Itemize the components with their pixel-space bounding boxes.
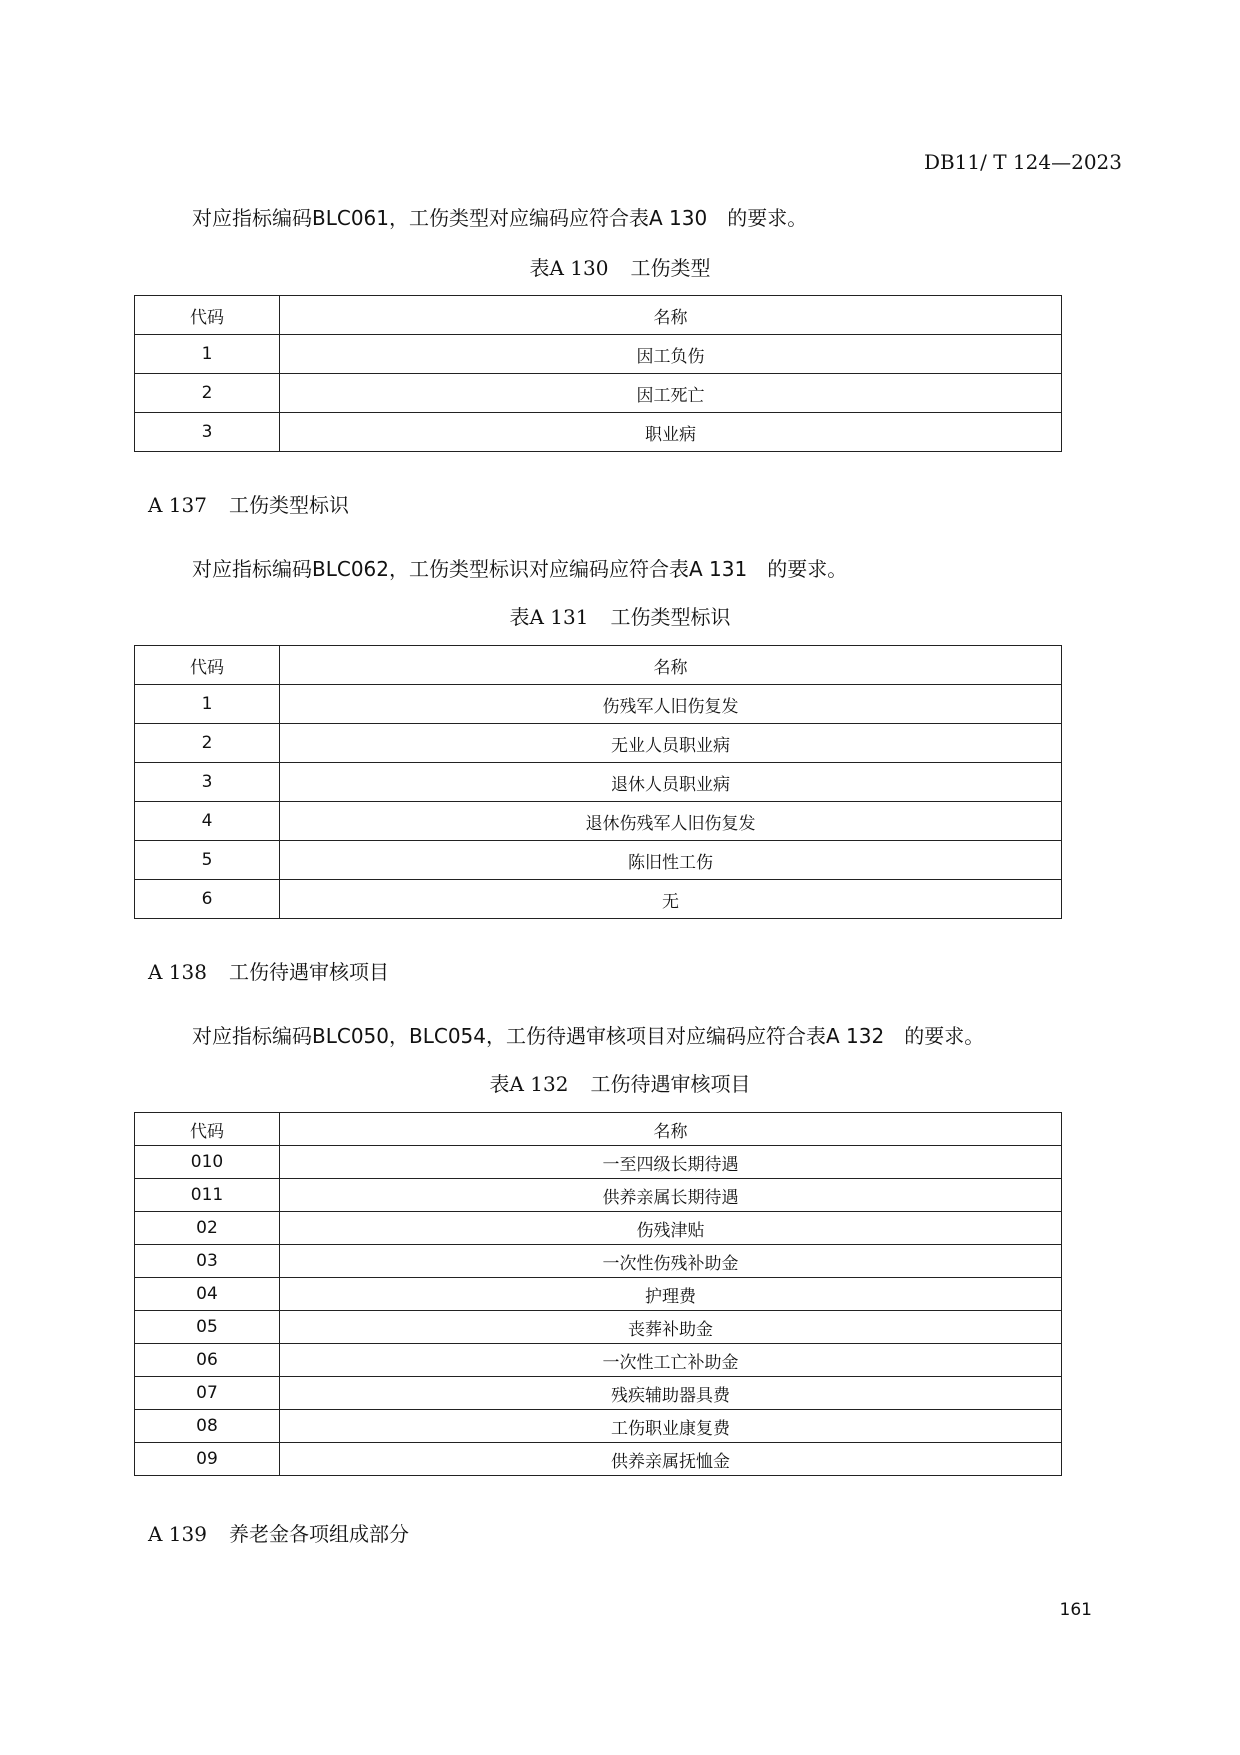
paragraph-table-a132-reference: 对应指标编码BLC050，BLC054，工伤待遇审核项目对应编码应符合表A 132 的要求。 xyxy=(192,1024,985,1048)
code-cell: 011 xyxy=(135,1179,280,1212)
table-a131 xyxy=(134,645,1062,919)
paragraph-table-a131-reference: 对应指标编码BLC062，工伤类型标识对应编码应符合表A 131 的要求。 xyxy=(192,557,848,581)
table-row xyxy=(135,1146,1062,1179)
table-a131-caption-title: 工伤类型标识 xyxy=(610,605,731,629)
name-cell: 丧葬补助金 xyxy=(280,1311,1062,1344)
table-a130-caption-number: 表A 130 xyxy=(529,256,609,280)
name-cell: 护理费 xyxy=(280,1278,1062,1311)
name-cell: 职业病 xyxy=(280,413,1062,452)
document-id: DB11/ T 124—2023 xyxy=(923,150,1122,174)
table-row xyxy=(135,724,1062,763)
table-a132 xyxy=(134,1112,1062,1476)
name-cell: 陈旧性工伤 xyxy=(280,841,1062,880)
table-row xyxy=(135,1212,1062,1245)
table-a132-caption-number: 表A 132 xyxy=(489,1072,569,1096)
code-cell: 06 xyxy=(135,1344,280,1377)
section-a137-heading xyxy=(148,489,349,518)
section-number: A 138 xyxy=(148,960,207,984)
table-row xyxy=(135,763,1062,802)
name-cell: 残疾辅助器具费 xyxy=(280,1377,1062,1410)
code-cell: 010 xyxy=(135,1146,280,1179)
section-title: 养老金各项组成部分 xyxy=(228,1522,409,1546)
table-a130-caption-title: 工伤类型 xyxy=(630,256,711,280)
table-row xyxy=(135,1377,1062,1410)
name-cell: 一次性工亡补助金 xyxy=(280,1344,1062,1377)
name-cell: 伤残津贴 xyxy=(280,1212,1062,1245)
table-row xyxy=(135,880,1062,919)
code-cell: 04 xyxy=(135,1278,280,1311)
header-cell-code: 代码 xyxy=(135,1113,280,1146)
table-row xyxy=(135,685,1062,724)
code-cell: 3 xyxy=(135,413,280,452)
code-cell: 5 xyxy=(135,841,280,880)
code-cell: 03 xyxy=(135,1245,280,1278)
table-row xyxy=(135,1410,1062,1443)
code-cell: 2 xyxy=(135,374,280,413)
table-a131-caption xyxy=(0,601,1240,630)
name-cell: 一次性伤残补助金 xyxy=(280,1245,1062,1278)
table-header-row xyxy=(135,646,1062,685)
header-cell-code: 代码 xyxy=(135,646,280,685)
table-row xyxy=(135,802,1062,841)
code-cell: 09 xyxy=(135,1443,280,1476)
header-cell-name: 名称 xyxy=(280,296,1062,335)
table-row xyxy=(135,413,1062,452)
paragraph-table-a130-reference: 对应指标编码BLC061，工伤类型对应编码应符合表A 130 的要求。 xyxy=(192,206,808,230)
table-row xyxy=(135,1179,1062,1212)
code-cell: 4 xyxy=(135,802,280,841)
table-header-row xyxy=(135,296,1062,335)
name-cell: 伤残军人旧伤复发 xyxy=(280,685,1062,724)
name-cell: 供养亲属长期待遇 xyxy=(280,1179,1062,1212)
table-row xyxy=(135,841,1062,880)
code-cell: 3 xyxy=(135,763,280,802)
table-row xyxy=(135,1443,1062,1476)
section-a138-heading xyxy=(148,956,389,985)
table-a131-caption-number: 表A 131 xyxy=(509,605,589,629)
code-cell: 02 xyxy=(135,1212,280,1245)
table-row xyxy=(135,374,1062,413)
table-row xyxy=(135,1245,1062,1278)
header-cell-name: 名称 xyxy=(280,646,1062,685)
table-row xyxy=(135,335,1062,374)
name-cell: 供养亲属抚恤金 xyxy=(280,1443,1062,1476)
page-number: 161 xyxy=(1059,1600,1092,1620)
code-cell: 6 xyxy=(135,880,280,919)
table-a132-caption xyxy=(0,1068,1240,1097)
code-cell: 1 xyxy=(135,685,280,724)
name-cell: 因工死亡 xyxy=(280,374,1062,413)
table-a130-caption xyxy=(0,252,1240,281)
header-cell-code: 代码 xyxy=(135,296,280,335)
table-header-row xyxy=(135,1113,1062,1146)
name-cell: 退休人员职业病 xyxy=(280,763,1062,802)
code-cell: 1 xyxy=(135,335,280,374)
name-cell: 无 xyxy=(280,880,1062,919)
name-cell: 一至四级长期待遇 xyxy=(280,1146,1062,1179)
table-row xyxy=(135,1344,1062,1377)
name-cell: 工伤职业康复费 xyxy=(280,1410,1062,1443)
table-row xyxy=(135,1311,1062,1344)
table-a132-caption-title: 工伤待遇审核项目 xyxy=(590,1072,751,1096)
name-cell: 因工负伤 xyxy=(280,335,1062,374)
section-number: A 139 xyxy=(148,1522,207,1546)
table-row xyxy=(135,1278,1062,1311)
name-cell: 无业人员职业病 xyxy=(280,724,1062,763)
table-a130 xyxy=(134,295,1062,452)
section-title: 工伤类型标识 xyxy=(228,493,349,517)
header-cell-name: 名称 xyxy=(280,1113,1062,1146)
code-cell: 05 xyxy=(135,1311,280,1344)
section-a139-heading xyxy=(148,1518,409,1547)
code-cell: 08 xyxy=(135,1410,280,1443)
code-cell: 07 xyxy=(135,1377,280,1410)
section-number: A 137 xyxy=(148,493,207,517)
code-cell: 2 xyxy=(135,724,280,763)
name-cell: 退休伤残军人旧伤复发 xyxy=(280,802,1062,841)
section-title: 工伤待遇审核项目 xyxy=(228,960,389,984)
